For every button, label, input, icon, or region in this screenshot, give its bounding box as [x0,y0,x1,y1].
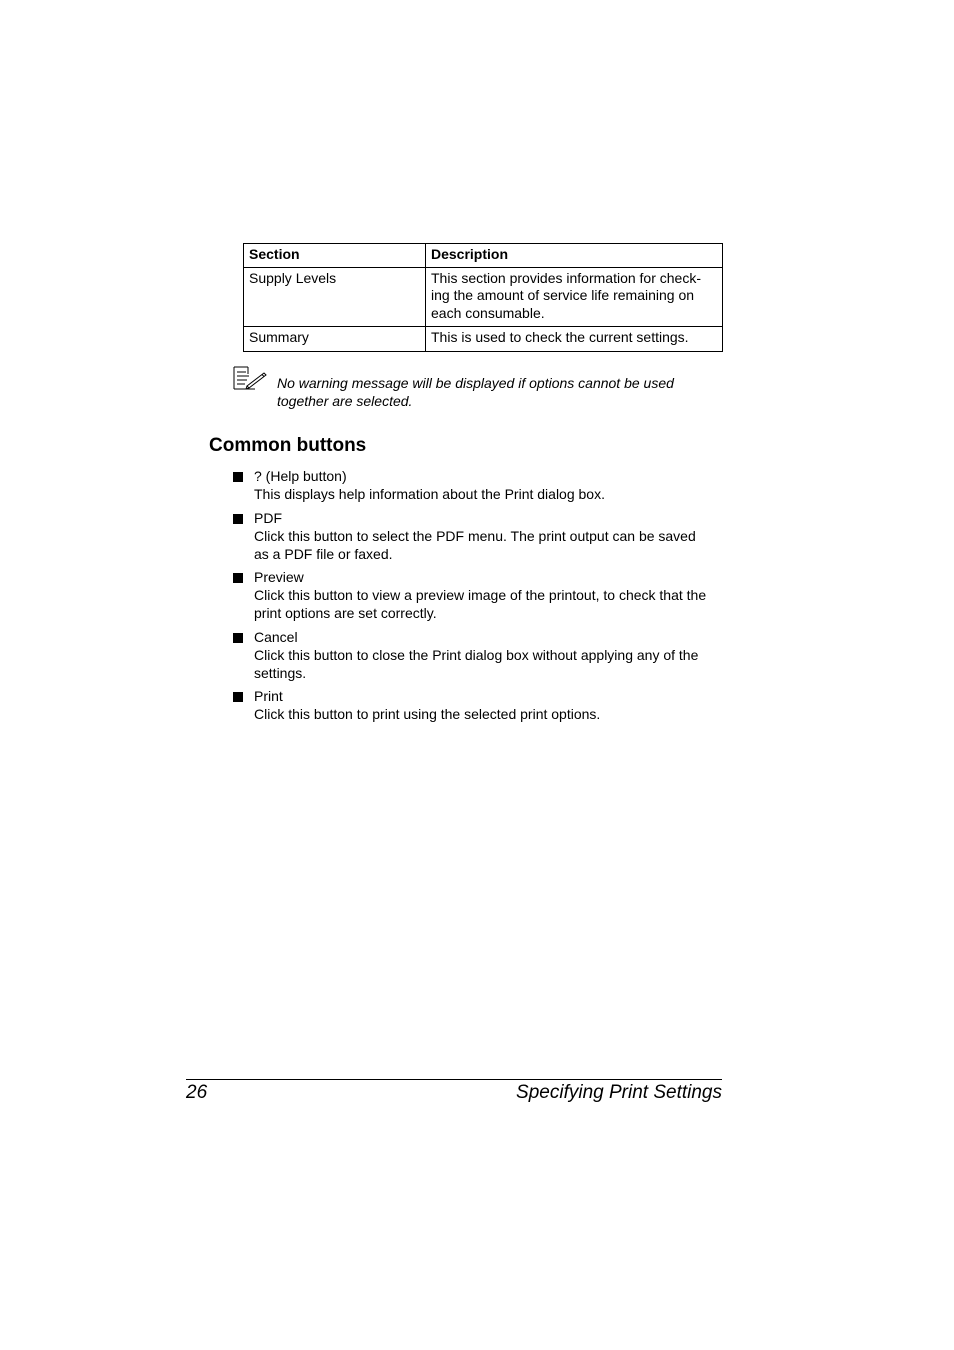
table-row [244,327,723,352]
item-description: Click this button to close the Print dialog box without applying any of the [254,647,699,663]
item-title: Print [254,688,283,704]
description-line: each consumable. [431,304,545,321]
description-cell [426,267,723,327]
item-description: Click this button to print using the selected print options. [254,706,601,722]
square-bullet-icon [233,472,243,482]
column-header-description: Description [426,244,723,268]
list-item-help [254,467,724,503]
sections-table [243,243,723,352]
list-item-cancel [254,628,724,682]
table-header-row [244,244,723,268]
square-bullet-icon [233,633,243,643]
page-number: 26 [186,1082,208,1103]
item-description: Click this button to view a preview image of the printout, to check that the [254,587,707,603]
section-cell: Summary [244,327,426,352]
section-heading: Common buttons [209,435,367,456]
item-description: settings. [254,665,307,681]
list-item-preview [254,568,724,622]
item-description: Click this button to select the PDF menu. The print output can be saved [254,528,696,544]
description-line: This is used to check the current settings. [431,329,689,345]
square-bullet-icon [233,692,243,702]
footer-divider [186,1079,722,1080]
item-title: Preview [254,569,304,585]
description-line: This section provides information for check- [431,269,701,286]
note-pencil-icon [233,366,267,390]
note-line: together are selected. [277,393,413,409]
list-item-pdf [254,509,724,563]
note-text [277,374,722,410]
table-row [244,267,723,327]
section-cell: Supply Levels [244,267,426,327]
item-title: PDF [254,510,282,526]
item-description: as a PDF file or faxed. [254,546,393,562]
column-header-section: Section [244,244,426,268]
item-title: Cancel [254,629,298,645]
description-cell [426,327,723,352]
item-title: ? (Help button) [254,468,347,484]
square-bullet-icon [233,573,243,583]
square-bullet-icon [233,514,243,524]
item-description: This displays help information about the Print dialog box. [254,486,605,502]
item-description: print options are set correctly. [254,605,437,621]
description-line: ing the amount of service life remaining on [431,287,695,303]
note-line: No warning message will be displayed if options cannot be used [277,375,674,391]
list-item-print [254,687,724,723]
chapter-title: Specifying Print Settings [516,1082,722,1103]
